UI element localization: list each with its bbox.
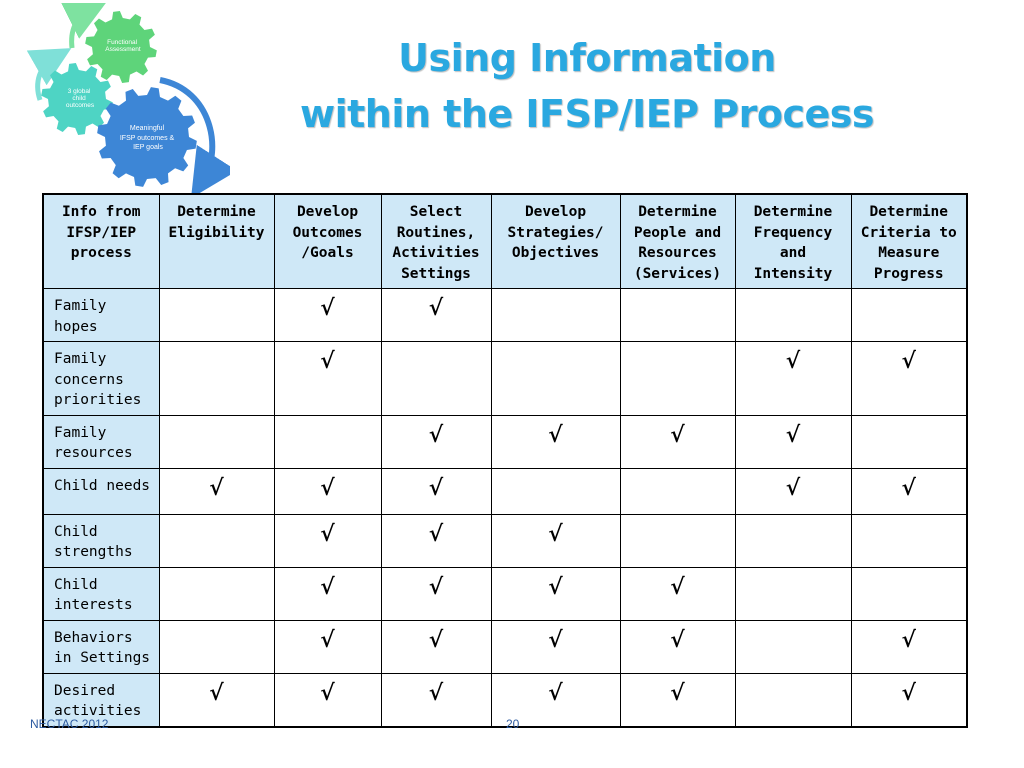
empty-cell	[735, 514, 851, 567]
check-mark-cell: √	[620, 567, 735, 620]
check-mark-cell: √	[381, 514, 491, 567]
table-row	[43, 342, 967, 416]
row-label: Child interests	[43, 567, 159, 620]
title-line-1: Using Information	[398, 36, 776, 80]
page-title	[262, 30, 912, 142]
check-mark-cell: √	[381, 468, 491, 514]
check-mark-cell: √	[735, 468, 851, 514]
empty-cell	[159, 289, 274, 342]
check-mark-cell: √	[851, 620, 967, 673]
empty-cell	[735, 620, 851, 673]
empty-cell	[851, 289, 967, 342]
gear-top-text: Functional Assessment	[105, 39, 141, 53]
table-row	[43, 620, 967, 673]
check-mark-cell: √	[620, 620, 735, 673]
empty-cell	[159, 620, 274, 673]
empty-cell	[491, 342, 620, 416]
check-mark-cell: √	[491, 415, 620, 468]
check-mark-cell: √	[851, 468, 967, 514]
title-line-2: within the IFSP/IEP Process	[300, 92, 874, 136]
check-mark-cell: √	[159, 468, 274, 514]
table-header-row	[43, 194, 967, 289]
check-mark-cell: √	[274, 514, 381, 567]
column-header: Determine Frequency and Intensity	[735, 194, 851, 289]
column-header: Info from IFSP/IEP process	[43, 194, 159, 289]
check-mark-cell: √	[274, 567, 381, 620]
check-mark-cell: √	[274, 673, 381, 727]
column-header: Develop Strategies/ Objectives	[491, 194, 620, 289]
empty-cell	[851, 415, 967, 468]
empty-cell	[620, 468, 735, 514]
check-mark-cell: √	[381, 567, 491, 620]
check-mark-cell: √	[159, 673, 274, 727]
row-label: Behaviors in Settings	[43, 620, 159, 673]
check-mark-cell: √	[620, 415, 735, 468]
check-mark-cell: √	[274, 289, 381, 342]
check-mark-cell: √	[381, 289, 491, 342]
gears-diagram	[0, 0, 230, 195]
empty-cell	[491, 468, 620, 514]
check-mark-cell: √	[735, 342, 851, 416]
check-mark-cell: √	[491, 514, 620, 567]
table-row	[43, 514, 967, 567]
check-mark-cell: √	[381, 673, 491, 727]
empty-cell	[851, 567, 967, 620]
column-header: Determine Criteria to Measure Progress	[851, 194, 967, 289]
empty-cell	[851, 514, 967, 567]
row-label: Family resources	[43, 415, 159, 468]
check-mark-cell: √	[491, 620, 620, 673]
gear-bottom-text: Meaningful IFSP outcomes & IEP goals	[119, 125, 175, 151]
table-row	[43, 673, 967, 727]
check-mark-cell: √	[620, 673, 735, 727]
empty-cell	[491, 289, 620, 342]
row-label: Family hopes	[43, 289, 159, 342]
table-row	[43, 289, 967, 342]
row-label: Child strengths	[43, 514, 159, 567]
footer-organization: NECTAC 2012	[30, 717, 109, 731]
table-row	[43, 415, 967, 468]
empty-cell	[381, 342, 491, 416]
empty-cell	[274, 415, 381, 468]
check-mark-cell: √	[274, 468, 381, 514]
ifsp-iep-table	[42, 193, 968, 728]
empty-cell	[159, 415, 274, 468]
check-mark-cell: √	[381, 415, 491, 468]
row-label: Family concerns priorities	[43, 342, 159, 416]
empty-cell	[159, 342, 274, 416]
check-mark-cell: √	[851, 673, 967, 727]
empty-cell	[159, 567, 274, 620]
check-mark-cell: √	[491, 673, 620, 727]
check-mark-cell: √	[851, 342, 967, 416]
empty-cell	[735, 289, 851, 342]
check-mark-cell: √	[274, 620, 381, 673]
empty-cell	[620, 342, 735, 416]
empty-cell	[735, 673, 851, 727]
gear-middle-text: 3 global child outcomes	[65, 88, 95, 109]
column-header: Determine People and Resources (Services)	[620, 194, 735, 289]
table-row	[43, 567, 967, 620]
row-label: Desired activities	[43, 673, 159, 727]
check-mark-cell: √	[735, 415, 851, 468]
column-header: Develop Outcomes /Goals	[274, 194, 381, 289]
check-mark-cell: √	[274, 342, 381, 416]
table-row	[43, 468, 967, 514]
row-label: Child needs	[43, 468, 159, 514]
empty-cell	[620, 514, 735, 567]
empty-cell	[620, 289, 735, 342]
page-number: 20	[506, 717, 520, 731]
empty-cell	[735, 567, 851, 620]
column-header: Select Routines, Activities Settings	[381, 194, 491, 289]
column-header: Determine Eligibility	[159, 194, 274, 289]
check-mark-cell: √	[381, 620, 491, 673]
check-mark-cell: √	[491, 567, 620, 620]
empty-cell	[159, 514, 274, 567]
